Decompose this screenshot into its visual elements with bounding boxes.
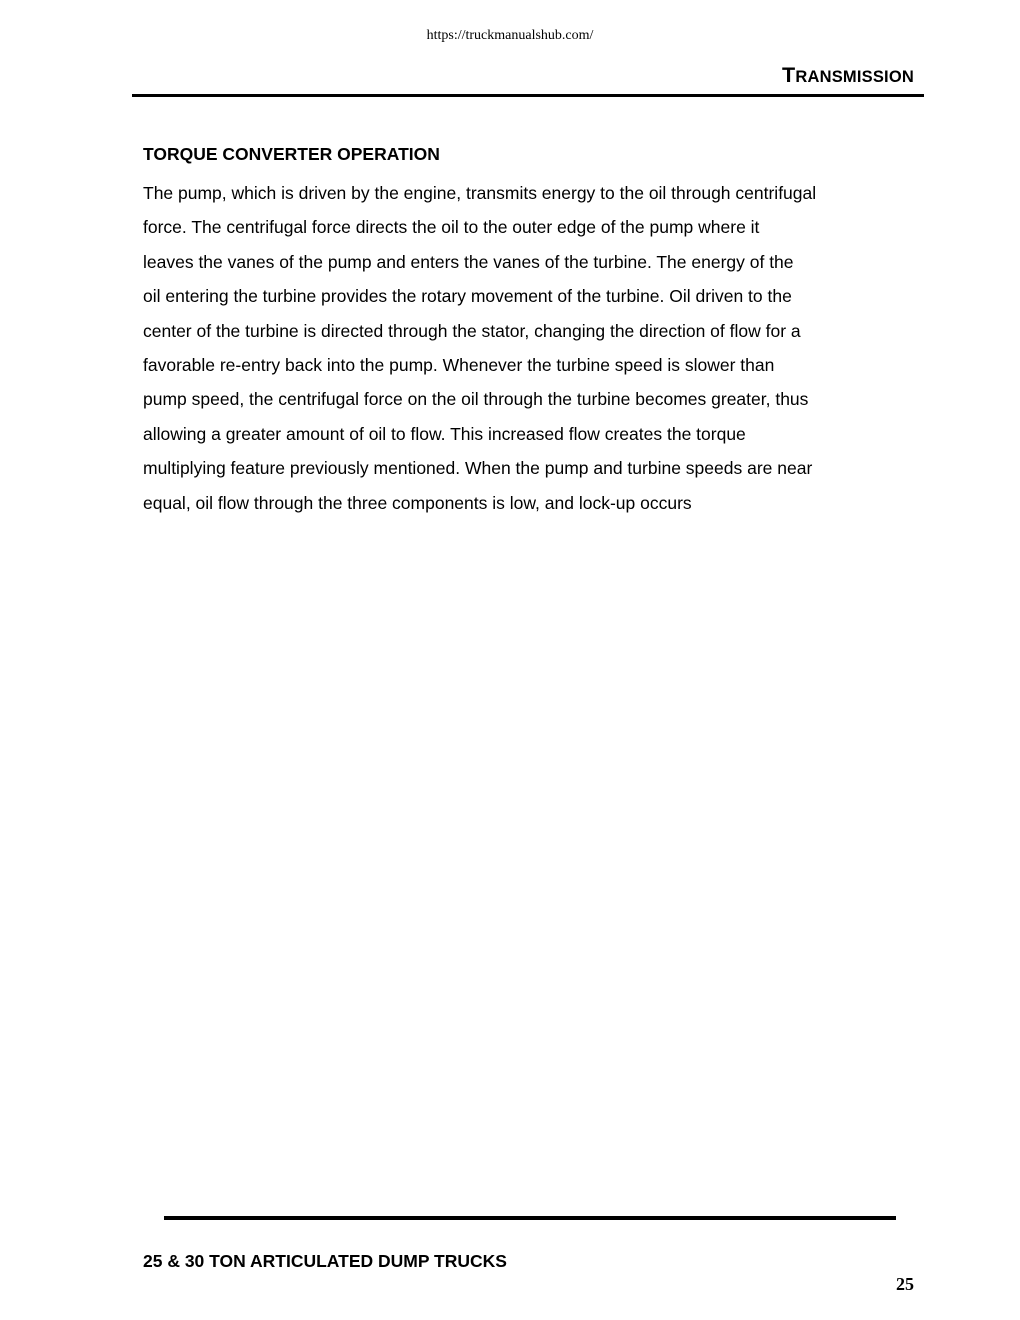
footer-rule [164, 1216, 896, 1220]
section-header [782, 63, 914, 88]
header-rule [132, 94, 924, 97]
body-paragraph [143, 176, 928, 520]
paragraph-line: The pump, which is driven by the engine, transmits energy to the oil through centrifugal [143, 183, 817, 203]
paragraph-line: equal, oil flow through the three components is low, and lock-up occurs [143, 492, 692, 513]
paragraph-line: pump speed, the centrifugal force on the oil through the turbine becomes greater, thus [143, 389, 809, 410]
paragraph-line: multiplying feature previously mentioned. When the pump and turbine speeds are near [143, 458, 813, 479]
footer-document-title: 25 & 30 TON ARTICULATED DUMP TRUCKS [143, 1251, 507, 1271]
section-heading: TORQUE CONVERTER OPERATION [143, 144, 440, 164]
paragraph-line: leaves the vanes of the pump and enters the vanes of the turbine. The energy of the [143, 251, 794, 272]
section-header-rest: RANSMISSION [795, 68, 914, 86]
paragraph-line: center of the turbine is directed through the stator, changing the direction of flow for a [143, 320, 801, 341]
paragraph-line: force. The centrifugal force directs the oil to the outer edge of the pump where it [143, 217, 760, 238]
paragraph-line: favorable re-entry back into the pump. Whenever the turbine speed is slower than [143, 355, 775, 376]
paragraph-line: oil entering the turbine provides the rotary movement of the turbine. Oil driven to the [143, 286, 792, 307]
source-url: https://truckmanualshub.com/ [426, 28, 594, 43]
paragraph-line: allowing a greater amount of oil to flow. This increased flow creates the torque [143, 423, 746, 444]
section-header-initial: T [782, 63, 796, 87]
page-number: 25 [896, 1274, 914, 1294]
main-content [143, 142, 928, 520]
